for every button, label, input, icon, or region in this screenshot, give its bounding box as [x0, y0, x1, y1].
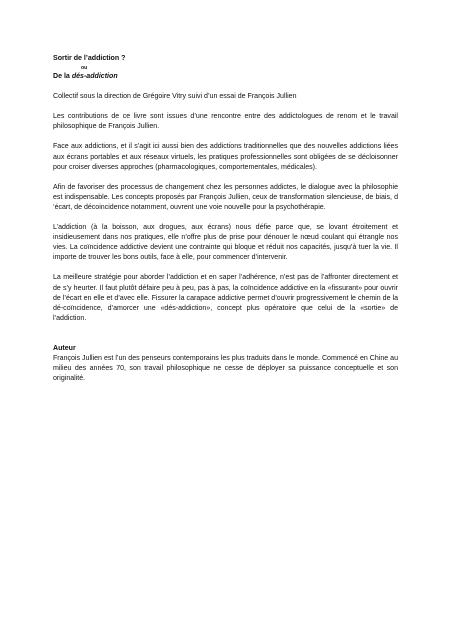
document-title: Sortir de l’addiction ? — [53, 55, 126, 62]
title-connector: ou — [81, 65, 88, 72]
paragraph-coincidence: L’addiction (à la boisson, aux drogues, aux écrans) nous défie parce que, se lovant étroitement et insidieusement dans nos pratiques, elle n’offre plus de prise pour dénouer le nœud coulant qui étrangle nos vies. La coïncidence addictive devient une contrainte qui bloque et réduit nos capacités, jusqu’à tuer la vie. Il importe de trouver les bons outils, face à elle, pour commencer d’intervenir. — [53, 224, 398, 262]
credits-line: Collectif sous la direction de Grégoire Vitry suivi d’un essai de François Jullien — [53, 93, 297, 101]
paragraph-addictions: Face aux addictions, et il s’agit ici aussi bien des addictions traditionnelles que des nouvelles addictions liées aux écrans portables et aux réseaux virtuels, les pratiques professionnelles sont obligées de se décloisonner pour croiser diverses approches (pharmacologiques, comportementales, médicales). — [53, 143, 398, 171]
document-subtitle — [53, 72, 398, 82]
paragraph-philosophy: Afin de favoriser des processus de changement chez les personnes addictes, le dialogue avec la philosophie est indispensable. Les concepts proposés par François Jullien, ceux de transformation silencieuse, de biais, d ‘écart, de décoincidence notamment, ouvrent une voie nouvelle pour la psychothérapie. — [53, 183, 398, 211]
subtitle-prefix: De la — [53, 73, 72, 81]
document-page — [53, 54, 398, 384]
author-bio: François Jullien est l’un des penseurs contemporains les plus traduits dans le monde. Commencé en Chine au milieu des années 70, son travail philosophique ne cesse de déployer sa puissance conceptuelle et son originalité. — [53, 354, 398, 383]
paragraph-intro: Les contributions de ce livre sont issues d’une rencontre entre des addictologues de renom et le travail philosophique de François Jullien. — [53, 113, 398, 131]
author-heading: Auteur — [53, 344, 76, 352]
paragraph-strategy: La meilleure stratégie pour aborder l’addiction et en saper l’adhérence, n’est pas de l’affronter directement et de s’y heurter. Il faut plutôt défaire peu à peu, pas à pas, la coïncidence addictive en la «fissurant» pour ouvrir de l’écart en elle et d’avec elle. Fissurer la carapace addictive permet d’ouvrir progressivement le chemin de la dé-coïncidence, d’amorcer une «dés-addiction», concept plus opératoire que celui de la «sortie» de l’addiction. — [53, 274, 398, 322]
subtitle-emphasis: dés-addiction — [71, 73, 118, 81]
